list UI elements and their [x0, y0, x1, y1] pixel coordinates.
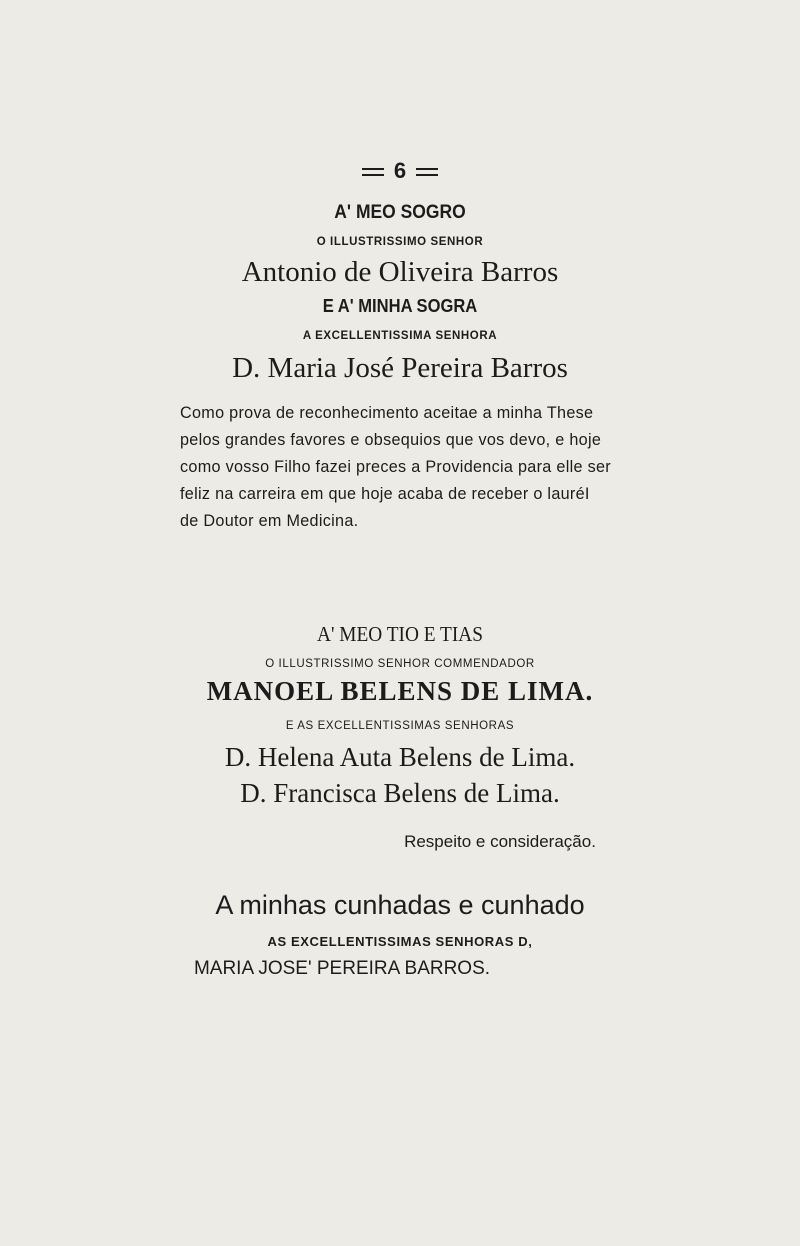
dedication-heading-cunhadas: A minhas cunhadas e cunhado [215, 890, 585, 920]
title-line-commendador: O ILLUSTRISSIMO SENHOR COMMENDADOR [265, 658, 535, 670]
name-antonio: Antonio de Oliveira Barros [241, 256, 559, 288]
name-helena: D. Helena Auta Belens de Lima. [224, 742, 576, 772]
name-maria-jose-barros: MARIA JOSE' PEREIRA BARROS. [193, 958, 491, 979]
page-number: 6 [0, 158, 800, 184]
page-number-ornament-left [362, 168, 384, 176]
dedication-heading-tio: A' MEO TIO E TIAS [317, 622, 483, 646]
dedication-heading-sogra: E A' MINHA SOGRA [322, 296, 478, 316]
title-line-senhora: A EXCELLENTISSIMA SENHORA [302, 330, 498, 342]
paragraph-line: de Doutor em Medicina. [180, 512, 359, 530]
paragraph-line: feliz na carreira em que hoje acaba de receber o lauréI [180, 485, 590, 503]
name-maria-jose: D. Maria José Pereira Barros [232, 352, 568, 384]
title-line-senhoras: E AS EXCELLENTISSIMAS SENHORAS [285, 720, 515, 732]
dedication-paragraph [180, 400, 626, 535]
name-manoel-belens: MANOEL BELENS DE LIMA. [206, 676, 594, 706]
dedication-heading-sogro: A' MEO SOGRO [334, 202, 466, 223]
title-line-senhor: O ILLUSTRISSIMO SENHOR [316, 236, 484, 248]
paragraph-line: Como prova de reconhecimento aceitae a minha These [180, 404, 594, 422]
page-number-ornament-right [416, 168, 438, 176]
closing-respeito: Respeito e consideração. [404, 832, 596, 851]
paragraph-line: pelos grandes favores e obsequios que vos devo, e hoje [180, 431, 602, 449]
title-line-excellentissimas: AS EXCELLENTISSIMAS SENHORAS D, [267, 934, 533, 949]
name-francisca: D. Francisca Belens de Lima. [240, 778, 560, 808]
paragraph-line: como vosso Filho fazei preces a Providencia para elle ser [180, 458, 611, 476]
